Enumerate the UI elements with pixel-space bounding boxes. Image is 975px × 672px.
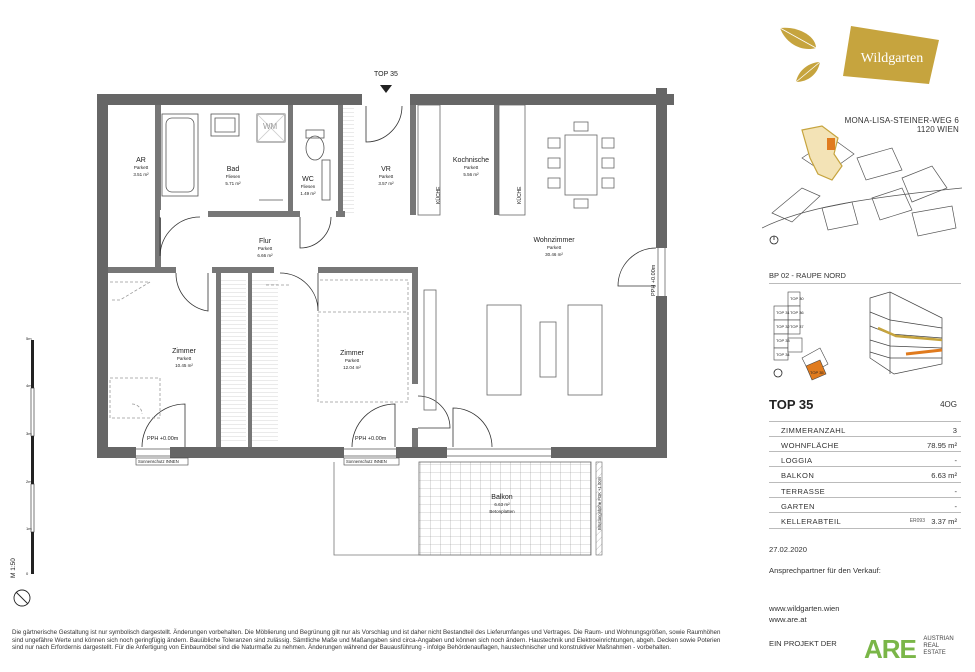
room-label-ar: AR Parkett 3.51 m² — [133, 157, 149, 177]
top-tag-30: TOP 30 — [790, 296, 804, 301]
scale-tick-5m: 5m — [26, 336, 32, 341]
top-tag-33: TOP 33 — [776, 338, 790, 343]
spec-value: - — [954, 502, 957, 511]
website-wildgarten[interactable]: www.wildgarten.wien — [769, 604, 840, 613]
pph-label-2: PPH +0.00m — [355, 436, 387, 442]
spec-value: - — [954, 487, 957, 496]
spec-value: 3 — [952, 426, 957, 435]
are-letters: ARE — [864, 634, 916, 664]
room-label-flur: Flur Parkett 6.66 m² — [257, 238, 273, 258]
scale-tick-4m: 4m — [26, 383, 32, 388]
top-tag-36: TOP 36 — [790, 310, 804, 315]
scale-tick-3m: 3m — [26, 431, 32, 436]
spec-row-terrasse — [769, 482, 961, 498]
spec-row-wohnflaeche — [769, 436, 961, 452]
scale-tick-1m: 1m — [26, 526, 32, 531]
address-line-2: 1120 WIEN — [916, 125, 959, 134]
room-label-balkon: Balkon 6.63 m² Betonplatten — [489, 494, 515, 514]
spec-key: ZIMMERANZAHL — [781, 426, 846, 435]
top-tag-37: TOP 37 — [790, 324, 804, 329]
website-are[interactable]: www.are.at — [769, 615, 807, 624]
room-label-zimmer-2: Zimmer Parkett 12.04 m² — [340, 350, 364, 370]
building-label: BP 02 - RAUPE NORD — [769, 271, 846, 280]
spec-row-zimmeranzahl — [769, 421, 961, 437]
sonnenschutz-label-1: Sonnenschutz INNEN — [138, 459, 179, 464]
spec-key: LOGGIA — [781, 456, 813, 465]
pph-label-1: PPH +0.00m — [147, 436, 179, 442]
spec-key: KELLERABTEIL — [781, 517, 842, 526]
spec-value: 3.37 m² — [931, 517, 957, 526]
contact-label: Ansprechpartner für den Verkauf: — [769, 566, 881, 575]
address-line-1: MONA-LISA-STEINER-WEG 6 — [844, 116, 959, 125]
top-tag-32: TOP 32 — [776, 324, 790, 329]
spec-key: WOHNFLÄCHE — [781, 441, 840, 450]
top-marker-label: TOP 35 — [374, 71, 398, 78]
room-label-vr: VR Parkett 3.57 m² — [378, 166, 394, 186]
kueche-label-1: KÜCHE — [436, 186, 442, 204]
spec-value: 78.95 m² — [927, 441, 957, 450]
spec-row-kellerabteil — [769, 512, 961, 529]
scale-tick-0: 0 — [26, 571, 29, 576]
unit-floor: 4OG — [940, 400, 957, 409]
spec-value: 6.63 m² — [931, 471, 957, 480]
wm-label: WM — [263, 122, 278, 131]
spec-row-loggia — [769, 451, 961, 467]
spec-sub: ER093 — [909, 518, 925, 524]
are-subtitle: AUSTRIAN REAL ESTATE — [923, 636, 954, 656]
spec-key: BALKON — [781, 471, 815, 480]
room-label-bad: Bad Fliesen 5.71 m² — [225, 166, 241, 186]
are-logo — [864, 636, 954, 662]
brand-name: Wildgarten — [860, 51, 924, 66]
room-label-zimmer-1: Zimmer Parkett 10.45 m² — [172, 348, 196, 368]
spec-row-balkon — [769, 466, 961, 482]
kueche-label-2: KÜCHE — [517, 186, 523, 204]
disclaimer: Die gärtnerische Gestaltung ist nur symbolisch dargestellt. Änderungen vorbehalten. Die Möblierung und Begrünung gilt nur als Vorschlag und ist daher nicht Bestandteil des Lieferumfanges und Vertrages. Die Raum- und Wohnungsgrößen, sowie Raumhöhen sind ungefähre Werte und können sich noch geringfügig ändern. Bauübliche Toleranzen sind zulässig. Sämtliche Maße und Maßangaben sind circa-Angaben und können sich noch ändern. Haustechnik und Elektroeinrichtungen, abgeh. Decken sowie Poterien sind nur nach Erfordernis dargestellt. Für die Anfertigung von Einbaumöbel sind die Naturmaße zu nehmen. Änderungen während der Bauausführung - infolge Behördenauflagen, haustechnischer und konstruktiver Maßnahmen - vorbehalten. — [12, 629, 721, 652]
unit-title: TOP 35 — [769, 397, 814, 412]
building-diagram — [766, 288, 962, 388]
room-label-wc: WC Fliesen 1.49 m² — [300, 176, 316, 196]
room-label-kochnische: Kochnische Parkett 5.56 m² — [452, 157, 490, 177]
leaf-icon — [776, 22, 824, 86]
scale-tick-2m: 2m — [26, 479, 32, 484]
sonnenschutz-label-2: Sonnenschutz INNEN — [346, 459, 387, 464]
spec-key: GARTEN — [781, 502, 815, 511]
site-map — [762, 118, 962, 248]
spec-key: TERRASSE — [781, 487, 826, 496]
brand-badge — [843, 22, 943, 88]
top-tag-34: TOP 34 — [776, 352, 790, 357]
brh-label: Brüstungshöhe FOK +1.00m — [597, 476, 602, 530]
top-tag-31: TOP 31 — [776, 310, 790, 315]
project-label: EIN PROJEKT DER — [769, 639, 837, 648]
spec-value: - — [954, 456, 957, 465]
room-label-wohnzimmer: Wohnzimmer Parkett 30.46 m² — [533, 237, 575, 257]
pph-label-3: PPH +0.00m — [651, 264, 657, 296]
spec-row-garten — [769, 497, 961, 513]
top-tag-35: TOP 35 — [810, 370, 824, 375]
scale-label: M 1:50 — [10, 558, 17, 578]
building-label-rule — [769, 283, 961, 284]
date: 27.02.2020 — [769, 545, 808, 554]
